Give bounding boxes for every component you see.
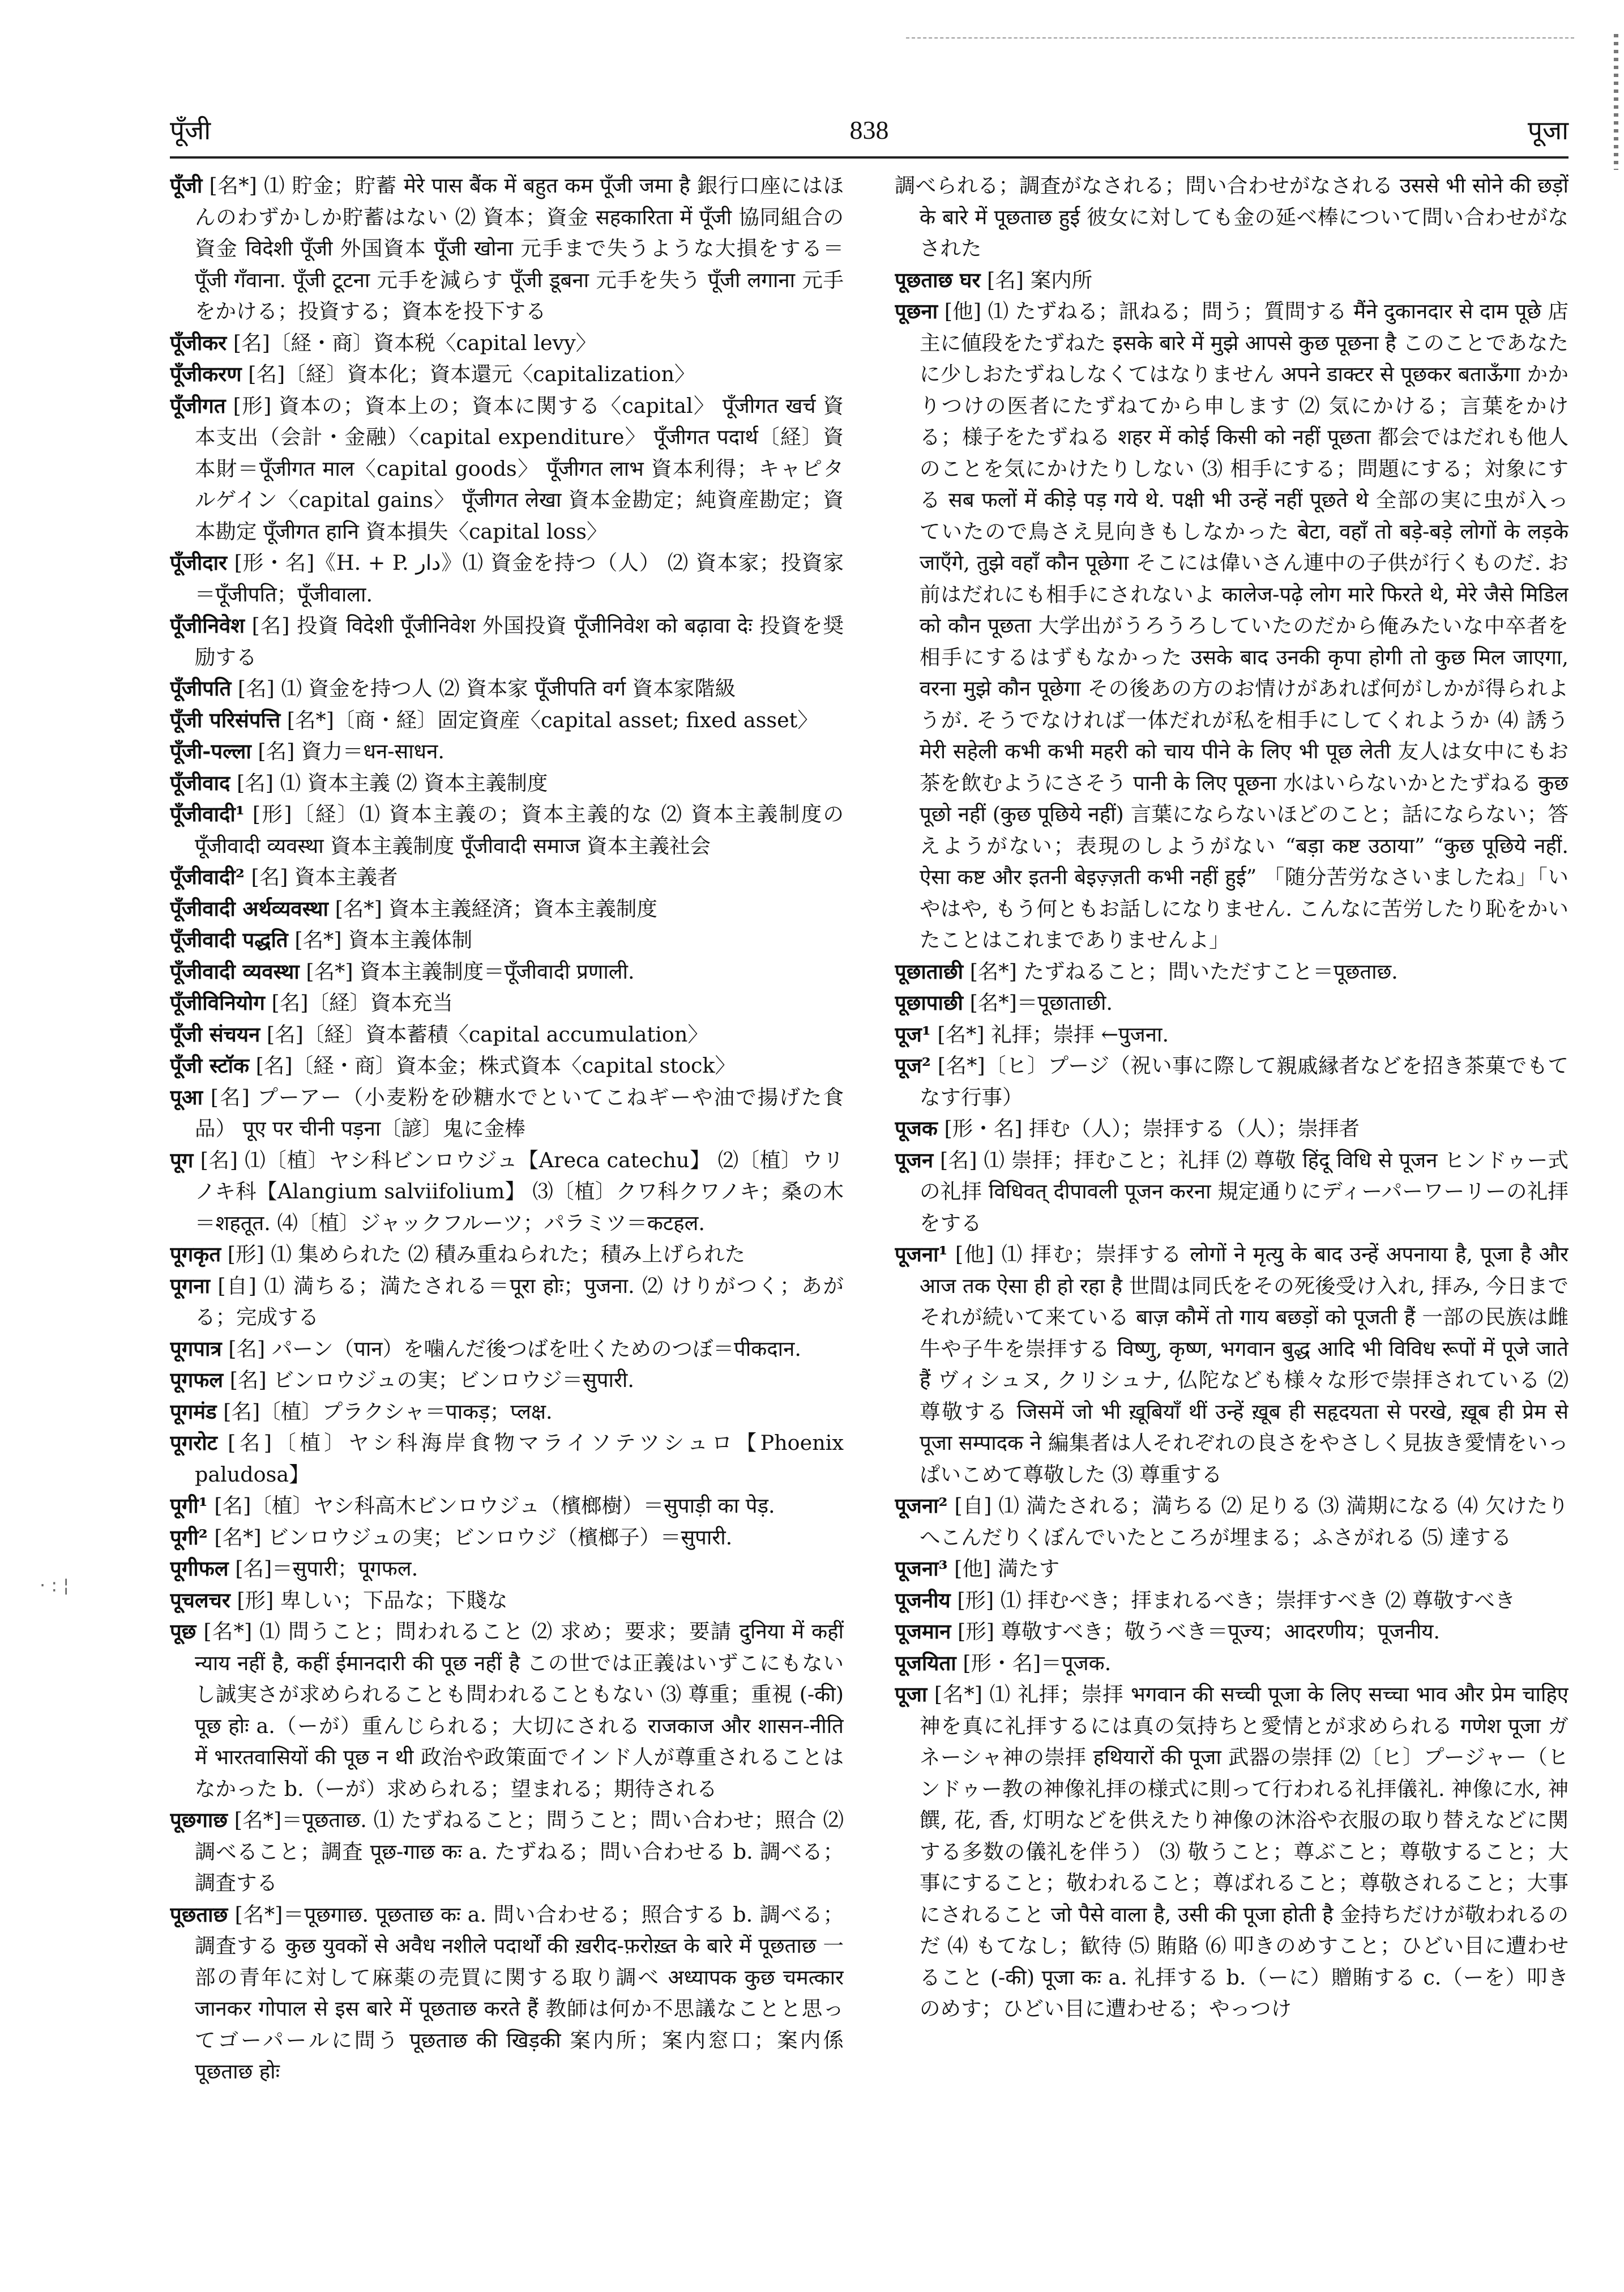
dictionary-entry <box>170 170 844 327</box>
entry-definition: [形] 資本の；資本上の；資本に関する〈capital〉 पूँजीगत खर्च 資本支出（会計・金融）〈capital expenditure〉 पूँजीगत पदार्थ〔経〕資本財＝पूँजीगत माल〈capital goods〉 पूँजीगत लाभ 資本利得；キャピタルゲイン〈capital gains〉 पूँजीगत लेखा 資本金勘定；純資産勘定；資本勘定 पूँजीगत हानि 資本損失〈capital loss〉 <box>195 393 844 544</box>
dictionary-entry <box>170 1082 844 1145</box>
entry-definition: [名*]＝पूछताछ. ⑴ たずねること；問うこと；問い合わせ；照合 ⑵ 調べること；調査 पूछ-गाछ कः a. たずねる；問い合わせる b. 調べる；調査する <box>195 1808 844 1895</box>
dictionary-entry <box>170 1553 844 1585</box>
dictionary-entry <box>895 1585 1569 1616</box>
dictionary-entry <box>170 956 844 988</box>
entry-headword: पूचलचर <box>170 1587 230 1612</box>
scan-artifact-edge <box>1614 34 1618 170</box>
dictionary-entry <box>895 1145 1569 1239</box>
entry-definition: [名*]〔商・経〕固定資産〈capital asset; fixed asset〉 <box>287 707 818 732</box>
entry-definition: [形・名]《H. + P. دار》⑴ 資金を持つ（人） ⑵ 資本家；投資家＝पूँजीपति；पूँजीवाला. <box>195 550 844 607</box>
page-number: 838 <box>849 116 889 144</box>
entry-headword: पूँजीवाद <box>170 770 230 795</box>
entry-definition: [名]〔経・商〕資本金；株式資本〈capital stock〉 <box>255 1053 736 1078</box>
entry-headword: पूछताछ <box>170 1902 228 1927</box>
entry-headword: पूछापाछी <box>895 991 963 1015</box>
entry-definition: [名]〔植〕ヤシ科海岸食物マライソテツシュロ【Phoenix paludosa】 <box>195 1431 844 1487</box>
entry-definition: [名]＝सुपारी；पूगफल. <box>235 1556 418 1581</box>
entry-headword: पूँजीपति <box>170 676 232 701</box>
dictionary-entry <box>170 1050 844 1082</box>
dictionary-entry <box>170 861 844 893</box>
entry-headword: पूँजी <box>170 173 203 198</box>
entry-headword: पूग <box>170 1147 194 1172</box>
dictionary-entry <box>170 1333 844 1365</box>
entry-headword: पूँजीवादी¹ <box>170 802 245 826</box>
dictionary-entry <box>895 1050 1569 1113</box>
entry-headword: पूँजीनिवेश <box>170 613 245 638</box>
dictionary-entry <box>895 1019 1569 1051</box>
entry-definition: [名] ⑴ 資本主義 ⑵ 資本主義制度 <box>237 770 548 795</box>
entry-definition: [名] 案内所 <box>986 267 1093 292</box>
entry-headword: पूँजीदार <box>170 550 228 575</box>
entry-definition: [形] ⑴ 集められた ⑵ 積み重ねられた；積み上げられた <box>227 1242 746 1266</box>
dictionary-entry <box>170 705 844 736</box>
dictionary-entry <box>895 170 1569 264</box>
right-column <box>895 170 1569 2254</box>
entry-definition: [名] プーアー（小麦粉を砂糖水でといてこねギーや油で揚げた食品） पूए पर चीनी पड़ना〔諺〕鬼に金棒 <box>195 1085 844 1141</box>
dictionary-entry <box>170 547 844 610</box>
dictionary-entry <box>170 799 844 861</box>
entry-definition: [名] 資力＝धन-साधन. <box>258 739 445 763</box>
entry-headword: पूछाताछी <box>895 959 964 984</box>
entry-headword: पूजनीय <box>895 1587 951 1612</box>
entry-headword: पूँजीकरण <box>170 362 242 386</box>
entry-definition: [名]〔植〕プラクシャ＝पाकड़；प्लक्ष. <box>223 1399 553 1424</box>
scan-artifact-top <box>906 15 1574 39</box>
entry-headword: पूँजी स्टॉक <box>170 1053 250 1078</box>
entry-definition: [名*] 礼拝；崇拝 ←पुजना. <box>937 1022 1169 1047</box>
dictionary-entry <box>170 1804 844 1899</box>
entry-definition: [形] 卑しい；下品な；下賤な <box>237 1587 508 1612</box>
entry-definition: [名] ビンロウジュの実；ビンロウジ＝सुपारी. <box>229 1368 634 1392</box>
entry-definition: [名*]〔ヒ〕プージ（祝い事に際して親戚縁者などを招き茶菓でもてなす行事） <box>920 1053 1569 1109</box>
entry-definition: [形]〔経〕⑴ 資本主義の；資本主義的な ⑵ 資本主義制度の पूँजीवादी व्यवस्था 資本主義制度 पूँजीवादी समाज 資本主義社会 <box>195 802 844 858</box>
dictionary-entry <box>170 610 844 673</box>
entry-headword: पूजना² <box>895 1493 948 1518</box>
entry-definition: 調べられる；調査がなされる；問い合わせがなされる उससे भी सोने की छड़ों के बारे में पूछताछ हुई 彼女に対しても金の延べ棒について問い合わせがなされた <box>895 173 1569 261</box>
dictionary-entry <box>170 1396 844 1428</box>
entry-definition: [自] ⑴ 満ちる；満たされる＝पूरा होः；पुजना. ⑵ けりがつく；あがる；完成する <box>195 1273 844 1329</box>
entry-definition: [名]〔経・商〕資本税〈capital levy〉 <box>233 330 597 355</box>
dictionary-entry <box>170 1270 844 1333</box>
dictionary-entry <box>170 1490 844 1522</box>
header-rule <box>170 156 1569 159</box>
entry-headword: पूँजी संचयन <box>170 1022 260 1047</box>
entry-definition: [名] ⑴ 資金を持つ人 ⑵ 資本家 पूँजीपति वर्ग 資本家階級 <box>237 676 736 701</box>
header-left-headword: पूँजी <box>170 115 211 146</box>
entry-definition: [他] 満たす <box>954 1556 1060 1581</box>
dictionary-entry <box>170 1899 844 2088</box>
entry-headword: पूजक <box>895 1116 938 1141</box>
page-header <box>170 108 1569 153</box>
dictionary-entry <box>895 264 1569 296</box>
dictionary-entry <box>170 1585 844 1616</box>
entry-headword: पूछ <box>170 1619 196 1644</box>
entry-definition: [名*] たずねること；問いただすこと＝पूछताछ. <box>969 959 1398 984</box>
entry-definition: [名]〔経〕資本蓄積〈capital accumulation〉 <box>266 1022 708 1047</box>
entry-headword: पूगीफल <box>170 1556 229 1581</box>
entry-headword: पूँजीकर <box>170 330 227 355</box>
entry-headword: पूँजीवादी अर्थव्यवस्था <box>170 896 328 921</box>
entry-definition: [名]〔植〕ヤシ科高木ビンロウジュ（檳榔樹）＝सुपाड़ी का पेड़. <box>214 1493 775 1518</box>
entry-headword: पूगमंड <box>170 1399 217 1424</box>
entry-definition: [名]〔経〕資本充当 <box>271 991 453 1015</box>
entry-headword: पूजा <box>895 1682 928 1706</box>
entry-headword: पूगकृत <box>170 1242 221 1266</box>
dictionary-entry <box>170 736 844 767</box>
entry-definition: [名*] 資本主義体制 <box>294 928 473 952</box>
entry-headword: पूँजीगत <box>170 393 226 418</box>
entry-definition: [形] ⑴ 拝むべき；拝まれるべき；崇拝すべき ⑵ 尊敬すべき <box>957 1587 1516 1612</box>
entry-definition: [名*] 資本主義制度＝पूँजीवादी प्रणाली. <box>306 959 635 984</box>
dictionary-entry <box>170 893 844 925</box>
dictionary-entry <box>895 987 1569 1019</box>
entry-definition: [名] ⑴〔植〕ヤシ科ビンロウジュ【Areca catechu】 ⑵〔植〕ウリノキ科【Alangium salviifolium】 ⑶〔植〕クワ科クワノキ；桑の木＝शहतूत. ⑷〔植〕ジャックフルーツ；パラミツ＝कटहल. <box>195 1147 844 1235</box>
dictionary-entry <box>170 1019 844 1051</box>
dictionary-entry <box>170 1522 844 1553</box>
entry-headword: पूगरोट <box>170 1431 218 1455</box>
entry-headword: पूँजीवादी व्यवस्था <box>170 959 300 984</box>
dictionary-entry <box>895 1616 1569 1647</box>
entry-headword: पूछताछ घर <box>895 267 981 292</box>
dictionary-entry <box>170 924 844 956</box>
dictionary-entry <box>895 956 1569 988</box>
entry-headword: पूज² <box>895 1053 931 1078</box>
dictionary-entry <box>170 327 844 359</box>
entry-definition: [名] パーン（पान）を噛んだ後つばを吐くためのつぼ＝पीकदान. <box>228 1336 801 1361</box>
dictionary-entry <box>170 358 844 390</box>
scan-artifact-margin: · : ¦ <box>40 1574 70 1596</box>
entry-definition: [名*] ⑴ 問うこと；問われること ⑵ 求め；要求；要請 दुनिया में कहीं न्याय नहीं है, कहीं ईमानदारी की पूछ नहीं है この世では正義はいずこにもないし誠実さが求められることも問われることもない ⑶ 尊重；重視 (-की) पूछ होः a.（ーが）重んじられる；大切にされる राजकाज और शासन-नीति में भारतवासियों की पूछ न थी 政治や政策面でインド人が尊重されることはなかった b.（ーが）求められる；望まれる；期待される <box>195 1619 844 1801</box>
dictionary-entry <box>895 1490 1569 1553</box>
entry-headword: पूजना³ <box>895 1556 948 1581</box>
entry-definition: [形] 尊敬すべき；敬うべき＝पूज्य；आदरणीय；पूजनीय. <box>957 1619 1441 1644</box>
dictionary-entry <box>895 1679 1569 2025</box>
entry-definition: [他] ⑴ たずねる；訊ねる；問う；質問する मैंने दुकानदार से दाम पूछे 店主に値段をたずねた इसके बारे में मुझे आपसे कुछ पूछना है このことであなたに少しおたずねしなくてはなりません अपने डाक्टर से पूछकर बताऊँगा かかりつけの医者にたずねてから申します ⑵ 気にかける；言葉をかける；様子をたずねる शहर में कोई किसी को नहीं पूछता 都会ではだれも他人のことを気にかけたりしない ⑶ 相手にする；問題にする；対象にする सब फलों में कीड़े पड़ गये थे. पक्षी भी उन्हें नहीं पूछते थे 全部の実に虫が入っていたので鳥さえ見向きもしなかった बेटा, वहाँ तो बड़े-बड़े लोगों के लड़के जाएँगे, तुझे वहाँ कौन पूछेगा そこには偉いさん連中の子供が行くものだ. お前はだれにも相手にされないよ कालेज-पढ़े लोग मारे फिरते थे, मेरे जैसे मिडिल को कौन पूछता 大学出がうろうろしていたのだから俺みたいな中卒者を相手にするはずもなかった उसके बाद उनकी कृपा होगी तो कुछ मिल जाएगा, वरना मुझे कौन पूछेगा その後あの方のお情けがあれば何がしかが得られようが. そうでなければ一体だれが私を相手にしてくれようか ⑷ 誘う मेरी सहेली कभी कभी महरी को चाय पीने के लिए भी पूछ लेती 友人は女中にもお茶を飲むようにさそう पानी के लिए पूछना 水はいらないかとたずねる कुछ पूछो नहीं (कुछ पूछिये नहीं) 言葉にならないほどのこと；話にならない；答えようがない；表現のしようがない “बड़ा कष्ट उठाया” “कुछ पूछिये नहीं. ऐसा कष्ट और इतनी बेइज़्ज़ती कभी नहीं हुई” 「随分苦労なさいましたね」「いやはや, もう何ともお話しになりません. こんなに苦労したり恥をかいたことはこれまでありませんよ」 <box>920 299 1569 952</box>
entry-headword: पूज¹ <box>895 1022 931 1047</box>
entry-headword: पूजन <box>895 1147 934 1172</box>
dictionary-entry <box>895 1553 1569 1585</box>
entry-headword: पूँजी-पल्ला <box>170 739 251 763</box>
entry-definition: [名] ⑴ 崇拝；拝むこと；礼拝 ⑵ 尊敬 हिंदू विधि से पूजन ヒンドゥー式の礼拝 विधिवत् दीपावली पूजन करना 規定通りにディーパーワーリーの礼拝をする <box>920 1147 1569 1235</box>
dictionary-entry <box>170 987 844 1019</box>
entry-definition: [自] ⑴ 満たされる；満ちる ⑵ 足りる ⑶ 満期になる ⑷ 欠けたりへこんだりくぼんでいたところが埋まる；ふさがれる ⑸ 達する <box>920 1493 1569 1550</box>
entry-headword: पूँजीवादी पद्धति <box>170 928 288 952</box>
entry-definition: [名]〔経〕資本化；資本還元〈capitalization〉 <box>248 362 695 386</box>
entry-headword: पूछगाछ <box>170 1808 228 1832</box>
entry-headword: पूजमान <box>895 1619 951 1644</box>
dictionary-entry <box>895 1239 1569 1490</box>
entry-headword: पूँजीवादी² <box>170 865 245 889</box>
entry-definition: [形・名]＝पूजक. <box>963 1650 1112 1675</box>
left-column <box>170 170 844 2254</box>
entry-headword: पूजना¹ <box>895 1242 948 1266</box>
entry-definition: [名*] ビンロウジュの実；ビンロウジ（檳榔子）＝सुपारी. <box>214 1525 733 1550</box>
entry-definition: [名*] ⑴ 礼拝；崇拝 भगवान की सच्ची पूजा के लिए सच्चा भाव और प्रेम चाहिए 神を真に礼拝するには真の気持ちと愛情とが求められる गणेश पूजा ガネーシャ神の崇拝 हथियारों की पूजा 武器の崇拝 ⑵〔ヒ〕プージャー（ヒンドゥー教の神像礼拝の様式に則って行われる礼拝儀礼. 神像に水, 神饌, 花, 香, 灯明などを供えたり神像の沐浴や衣服の取り替えなどに関する多数の儀礼を伴う） ⑶ 敬うこと；尊ぶこと；尊敬すること；大事にすること；敬われること；尊ばれること；尊敬されること；大事にされること जो पैसे वाला है, उसी की पूजा होती है 金持ちだけが敬われるのだ ⑷ もてなし；歓待 ⑸ 賄賂 ⑹ 叩きのめすこと；ひどい目に遭わせること (-की) पूजा कः a. 礼拝する b.（ーに）贈賄する c.（ーを）叩きのめす；ひどい目に遭わせる；やっつけ <box>920 1682 1569 2021</box>
dictionary-entry <box>170 1616 844 1804</box>
entry-definition: [名*]＝पूछगाछ. पूछताछ कः a. 問い合わせる；照合する b. 調べる；調査する कुछ युवकों से अवैध नशीले पदार्थों की ख़रीद-फ़रोख़्त के बारे में पूछताछ 一部の青年に対して麻薬の売買に関する取り調べ अध्यापक कुछ चमत्कार जानकर गोपाल से इस बारे में पूछताछ करते हैं 教師は何か不思議なことと思ってゴーパールに問う पूछताछ की खिड़की 案内所；案内窓口；案内係 पूछताछ होः <box>195 1902 844 2084</box>
entry-definition: [形・名] 拝む（人）；崇拝する（人）；崇拝者 <box>944 1116 1360 1141</box>
dictionary-entry <box>170 390 844 548</box>
dictionary-entry <box>170 767 844 799</box>
entry-definition: [名] 資本主義者 <box>251 865 398 889</box>
dictionary-entry <box>170 1427 844 1490</box>
entry-headword: पूगना <box>170 1273 210 1298</box>
entry-headword: पूगी¹ <box>170 1493 208 1518</box>
dictionary-entry <box>170 1364 844 1396</box>
entry-headword: पूगफल <box>170 1368 224 1392</box>
entry-headword: पूँजीविनियोग <box>170 991 265 1015</box>
entry-definition: [名*] 資本主義経済；資本主義制度 <box>335 896 657 921</box>
entry-definition: [名*]＝पूछाताछी. <box>969 991 1113 1015</box>
header-right-headword: पूजा <box>1527 115 1569 146</box>
dictionary-entry <box>170 673 844 705</box>
dictionary-entry <box>170 1145 844 1239</box>
entry-headword: पूँजी परिसंपत्ति <box>170 707 281 732</box>
entry-headword: पूछना <box>895 299 938 323</box>
entry-definition: [名*] ⑴ 貯金；貯蓄 मेरे पास बैंक में बहुत कम पूँजी जमा है 銀行口座にはほんのわずかしか貯蓄はない ⑵ 資本；資金 सहकारिता में पूँजी 協同組合の資金 विदेशी पूँजी 外国資本 पूँजी खोना 元手まで失うような大損をする＝पूँजी गँवाना. पूँजी टूटना 元手を減らす पूँजी डूबना 元手を失う पूँजी लगाना 元手をかける；投資する；資本を投下する <box>195 173 844 323</box>
dictionary-entry <box>895 1113 1569 1145</box>
entry-headword: पूआ <box>170 1085 203 1109</box>
entry-headword: पूगी² <box>170 1525 208 1550</box>
dictionary-entry <box>170 1239 844 1270</box>
entry-headword: पूगपात्र <box>170 1336 222 1361</box>
entry-headword: पूजयिता <box>895 1650 956 1675</box>
dictionary-entry <box>895 296 1569 956</box>
dictionary-entry <box>895 1647 1569 1679</box>
entry-definition: [名] 投資 विदेशी पूँजीनिवेश 外国投資 पूँजीनिवेश को बढ़ावा देः 投資を奨励する <box>195 613 844 669</box>
entry-definition: [他] ⑴ 拝む；崇拝する लोगों ने मृत्यु के बाद उन्हें अपनाया है, पूजा है और आज तक ऐसा ही हो रहा है 世間は同氏をその死後受け入れ, 拝み, 今日までそれが続いて来ている बाज़ कौमें तो गाय बछड़ों को पूजती हैं 一部の民族は雌牛や子牛を崇拝する विष्णु, कृष्ण, भगवान बुद्ध आदि भी विविध रूपों में पूजे जाते हैं ヴィシュヌ, クリシュナ, 仏陀なども様々な形で崇拝されている ⑵ 尊敬する जिसमें जो भी ख़ूबियाँ थीं उन्हें ख़ूब ही सहृदयता से परखे, ख़ूब ही प्रेम से पूजा सम्पादक ने 編集者は人それぞれの良さをやさしく見抜き愛情をいっぱいこめて尊敬した ⑶ 尊重する <box>920 1242 1569 1487</box>
